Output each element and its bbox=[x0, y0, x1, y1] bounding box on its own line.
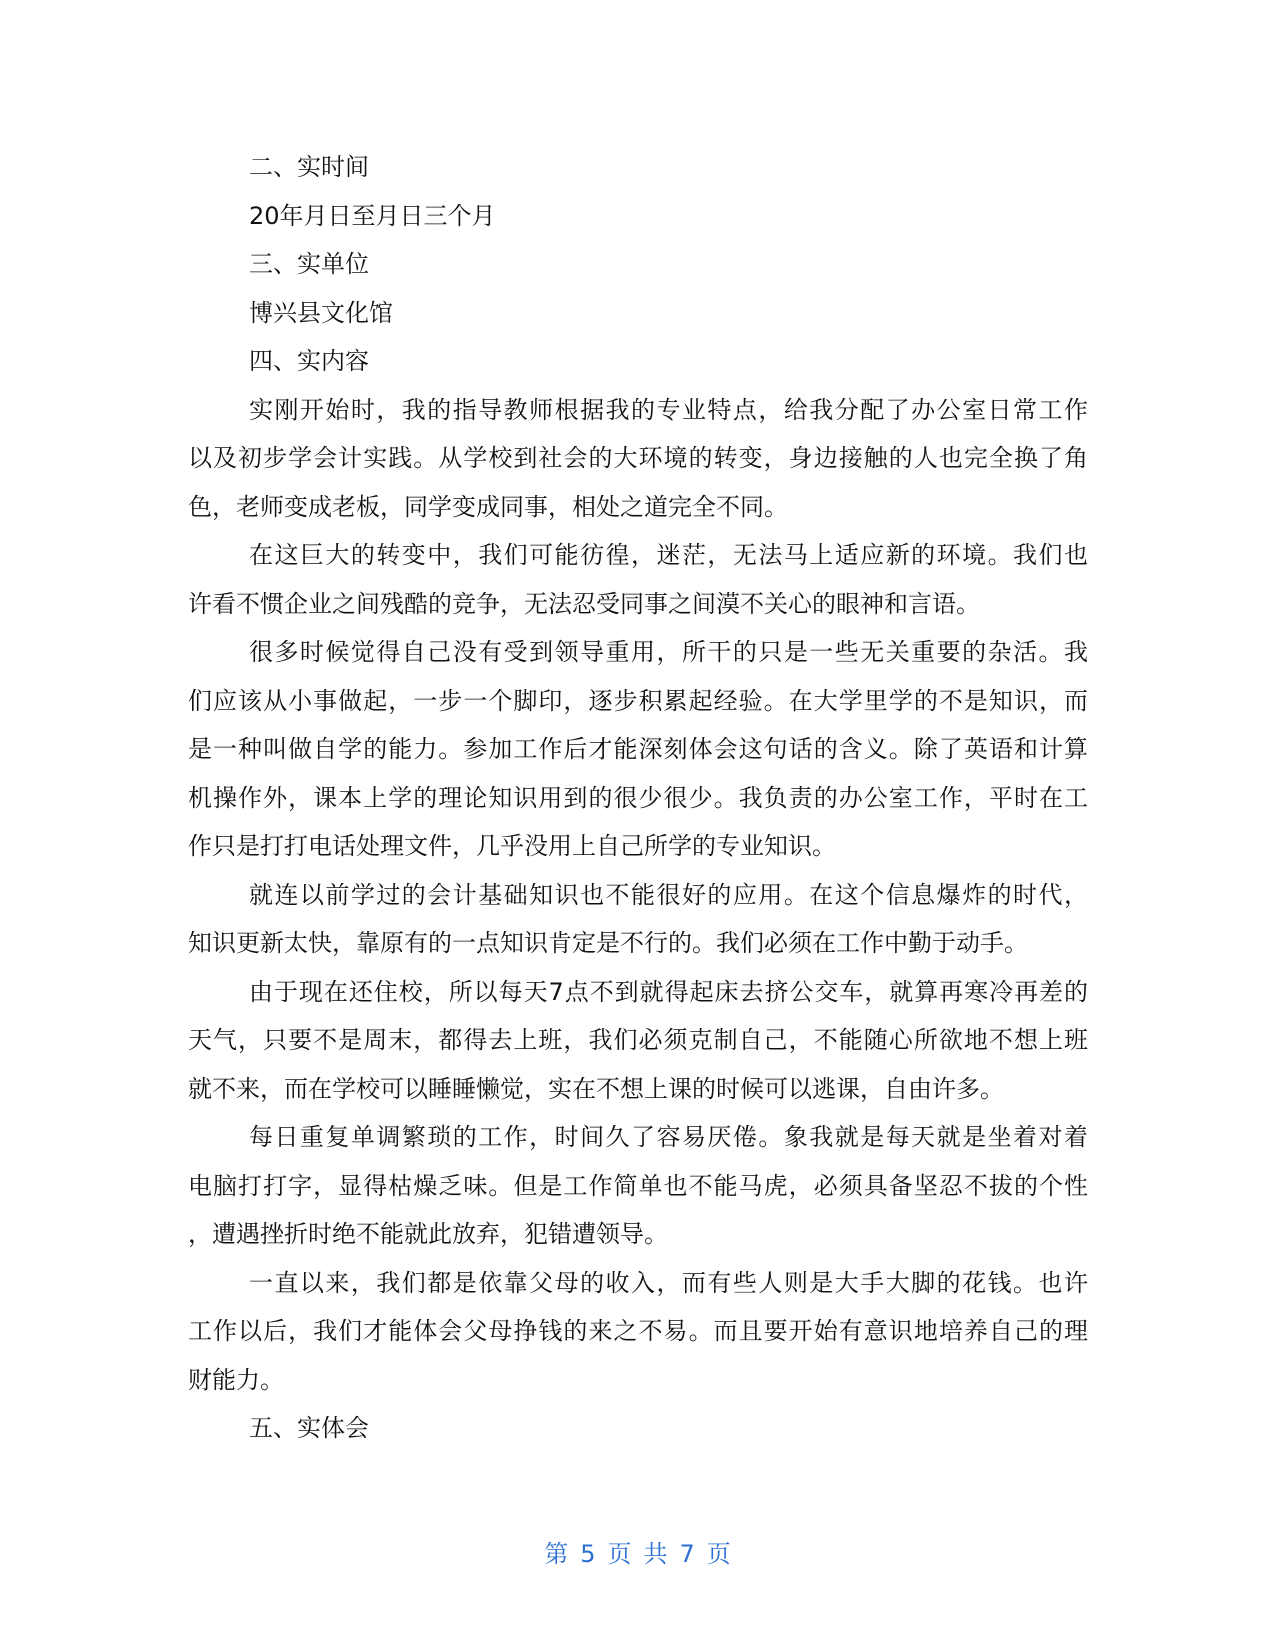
paragraph-line: 是一种叫做自学的能力。参加工作后才能深刻体会这句话的含义。除了英语和计算 bbox=[188, 735, 1088, 763]
section-heading-time: 二、实时间 bbox=[249, 153, 369, 181]
paragraph-line: 们应该从小事做起，一步一个脚印，逐步积累起经验。在大学里学的不是知识，而 bbox=[188, 686, 1088, 715]
paragraph-line: 很多时候觉得自己没有受到领导重用，所干的只是一些无关重要的杂活。我 bbox=[249, 638, 1088, 666]
page-prefix: 第 bbox=[544, 1540, 569, 1568]
paragraph-line: 每日重复单调繁琐的工作，时间久了容易厌倦。象我就是每天就是坐着对着 bbox=[249, 1123, 1088, 1151]
page-total-prefix: 共 bbox=[643, 1540, 668, 1568]
paragraph-line: 作只是打打电话处理文件，几乎没用上自己所学的专业知识。 bbox=[188, 832, 836, 860]
section-heading-unit: 三、实单位 bbox=[249, 250, 369, 278]
paragraph-line: 就连以前学过的会计基础知识也不能很好的应用。在这个信息爆炸的时代， bbox=[249, 880, 1088, 909]
paragraph-line: 财能力。 bbox=[188, 1365, 284, 1394]
paragraph-line: 电脑打打字，显得枯燥乏味。但是工作简单也不能马虎，必须具备坚忍不拔的个性 bbox=[188, 1171, 1088, 1200]
paragraph-line: 色，老师变成老板，同学变成同事，相处之道完全不同。 bbox=[188, 492, 788, 521]
page-label: 页 bbox=[607, 1540, 632, 1568]
unit-text: 博兴县文化馆 bbox=[249, 298, 393, 327]
paragraph-line: 天气，只要不是周末，都得去上班，我们必须克制自己，不能随心所欲地不想上班 bbox=[188, 1026, 1088, 1054]
paragraph-line: 实刚开始时，我的指导教师根据我的专业特点，给我分配了办公室日常工作 bbox=[249, 395, 1088, 424]
section-heading-content: 四、实内容 bbox=[249, 347, 369, 375]
page-footer bbox=[0, 1538, 1275, 1570]
paragraph-line: 就不来，而在学校可以睡睡懒觉，实在不想上课的时候可以逃课，自由许多。 bbox=[188, 1074, 1004, 1103]
section-heading-experience: 五、实体会 bbox=[249, 1414, 369, 1442]
paragraph-line: 工作以后，我们才能体会父母挣钱的来之不易。而且要开始有意识地培养自己的理 bbox=[188, 1317, 1088, 1345]
time-text: 20年月日至月日三个月 bbox=[249, 201, 496, 230]
paragraph-line: 一直以来，我们都是依靠父母的收入，而有些人则是大手大脚的花钱。也许 bbox=[249, 1268, 1088, 1297]
paragraph-line: ，遭遇挫折时绝不能就此放弃，犯错遭领导。 bbox=[188, 1220, 668, 1248]
paragraph-line: 机操作外，课本上学的理论知识用到的很少很少。我负责的办公室工作，平时在工 bbox=[188, 783, 1088, 812]
page-total: 7 bbox=[679, 1540, 695, 1568]
paragraph-line: 由于现在还住校，所以每天7点不到就得起床去挤公交车，就算再寒冷再差的 bbox=[249, 977, 1088, 1006]
document-body bbox=[188, 143, 1088, 1453]
paragraph-line: 以及初步学会计实践。从学校到社会的大环境的转变，身边接触的人也完全换了角 bbox=[188, 444, 1088, 472]
paragraph-line: 许看不惯企业之间残酷的竞争，无法忍受同事之间漠不关心的眼神和言语。 bbox=[188, 589, 980, 618]
page-current: 5 bbox=[580, 1540, 596, 1568]
page-suffix: 页 bbox=[706, 1540, 731, 1568]
paragraph-line: 知识更新太快，靠原有的一点知识肯定是不行的。我们必须在工作中勤于动手。 bbox=[188, 929, 1028, 957]
paragraph-line: 在这巨大的转变中，我们可能彷徨，迷茫，无法马上适应新的环境。我们也 bbox=[249, 541, 1088, 569]
